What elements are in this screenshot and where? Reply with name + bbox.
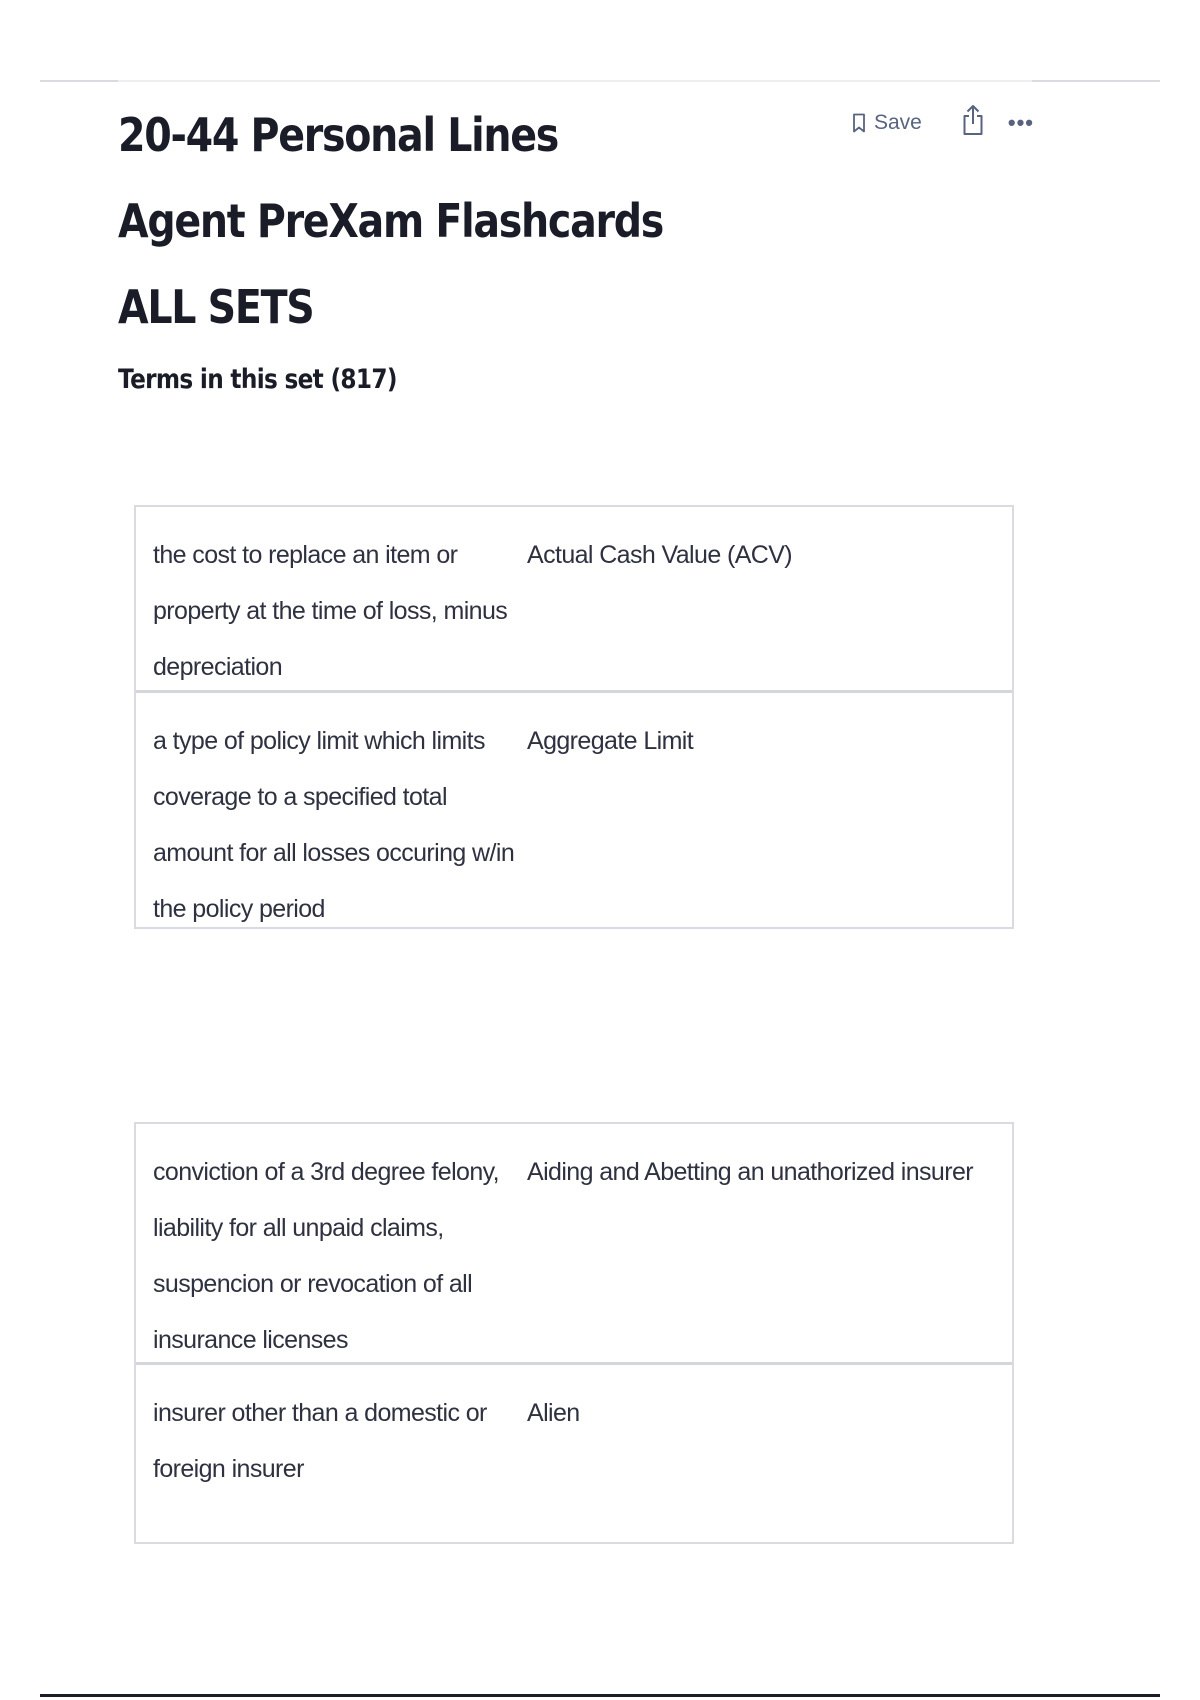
term-definition: insurer other than a domestic or foreign insurer [153,1399,487,1483]
share-button[interactable] [962,104,984,141]
term-word: Actual Cash Value (ACV) [527,541,793,569]
more-options-button[interactable] [1008,110,1034,136]
term-group [134,505,1014,929]
term-word: Alien [527,1399,580,1427]
save-label: Save [874,110,922,134]
share-icon [962,104,984,141]
term-definition: the cost to replace an item or property at the time of loss, minus depreciation [153,541,508,681]
term-definition: conviction of a 3rd degree felony, liability for all unpaid claims, suspencion or revocation of all insurance licenses [153,1158,500,1354]
more-icon: ••• [1007,109,1034,135]
term-word: Aiding and Abetting an unathorized insurer [527,1158,973,1186]
term-group [134,1122,1014,1544]
top-divider-shade-left [40,80,118,82]
bottom-divider [40,1694,1160,1697]
term-definition: a type of policy limit which limits coverage to a specified total amount for all losses occuring w/in the policy period [153,727,515,923]
save-button[interactable] [852,111,922,135]
term-row [136,1362,1012,1497]
bookmark-icon [852,113,866,133]
top-divider-shade-right [1032,80,1160,82]
term-row [136,1124,1012,1362]
term-word: Aggregate Limit [527,727,694,755]
header-actions [852,104,1034,141]
term-row [136,507,1012,690]
top-divider [40,80,1160,82]
term-row [136,690,1012,937]
terms-heading: Terms in this set (817) [118,364,397,395]
page-title: 20-44 Personal Lines Agent PreXam Flashcards ALL SETS [118,108,663,334]
